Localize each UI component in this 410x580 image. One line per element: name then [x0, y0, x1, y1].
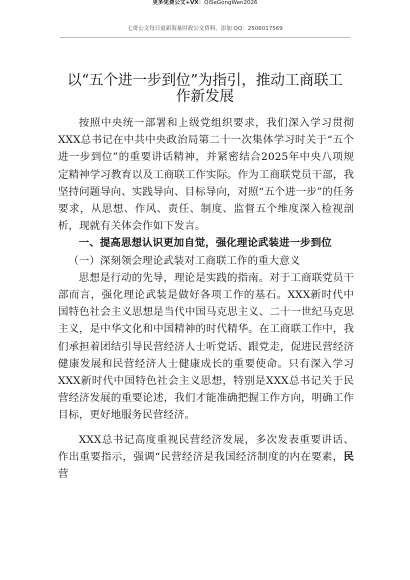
subsection-heading: （一）深刻领会理论武装对工商联工作的重大意义 — [68, 254, 301, 267]
promo-contact: QiSeGongWen2026 — [204, 0, 258, 6]
paragraph-2-tail: 营 — [58, 468, 69, 481]
intro-paragraph: 按照中央统一部署和上级党组织要求，我们深入学习贯彻XXX总书记在中共中央政治局第二十一次集体学习时关于“五个进一步到位”的重要讲话精神，并紧密结合2025年中央八项规定精神学习教育以及工商联工作实际。作为工商联党员干部，我坚持问题导向、实践导向、目标导向，对照“五个进一步”的任务要求，从思想、作风、责任、制度、监督五个维度深入检视剖析，现就有关体会作如下发言。 — [58, 117, 354, 233]
promo-banner — [0, 0, 410, 7]
title-line-1: 以“五个进一步到位”为指引，推动工商联工 — [67, 73, 343, 89]
paragraph-2-bold-text: 民 — [343, 450, 354, 463]
paragraph-2-text: XXX总书记高度重视民营经济发展，多次发表重要讲话、作出重要指示，强调“民营经济是我国经济制度的内在要素， — [58, 433, 354, 463]
body-paragraph-2 — [58, 432, 354, 484]
section-heading: 一、提高思想认识更加自觉，强化理论武装进一步到位 — [78, 237, 332, 250]
header-divider — [60, 37, 350, 38]
promo-label: 更多免费公文+VX： — [152, 0, 205, 6]
header-note: 七哥公文每日更新海量时政公文资料，添加 QQ：2506017569 — [127, 26, 283, 32]
title-line-2: 作新发展 — [176, 88, 234, 105]
document-title — [56, 74, 354, 105]
body-paragraph-1: 思想是行动的先导，理论是实践的指南。对于工商联党员干部而言，强化理论武装是做好各项工作的基石。XXX新时代中国特色社会主义思想是当代中国马克思主义、二十一世纪马克思主义，是中华文化和中国精神的时代精华。在工商联工作中，我们承担着团结引导民营经济人士听党话、跟党走，促进民营经济健康发展和民营经济人士健康成长的重要使命。只有深入学习XXX新时代中国特色社会主义思想，特别是XXX总书记关于民营经济发展的重要论述，我们才能准确把握工作方向，明确工作目标，更好地服务民营经济。 — [58, 271, 354, 422]
document-body — [58, 115, 354, 483]
